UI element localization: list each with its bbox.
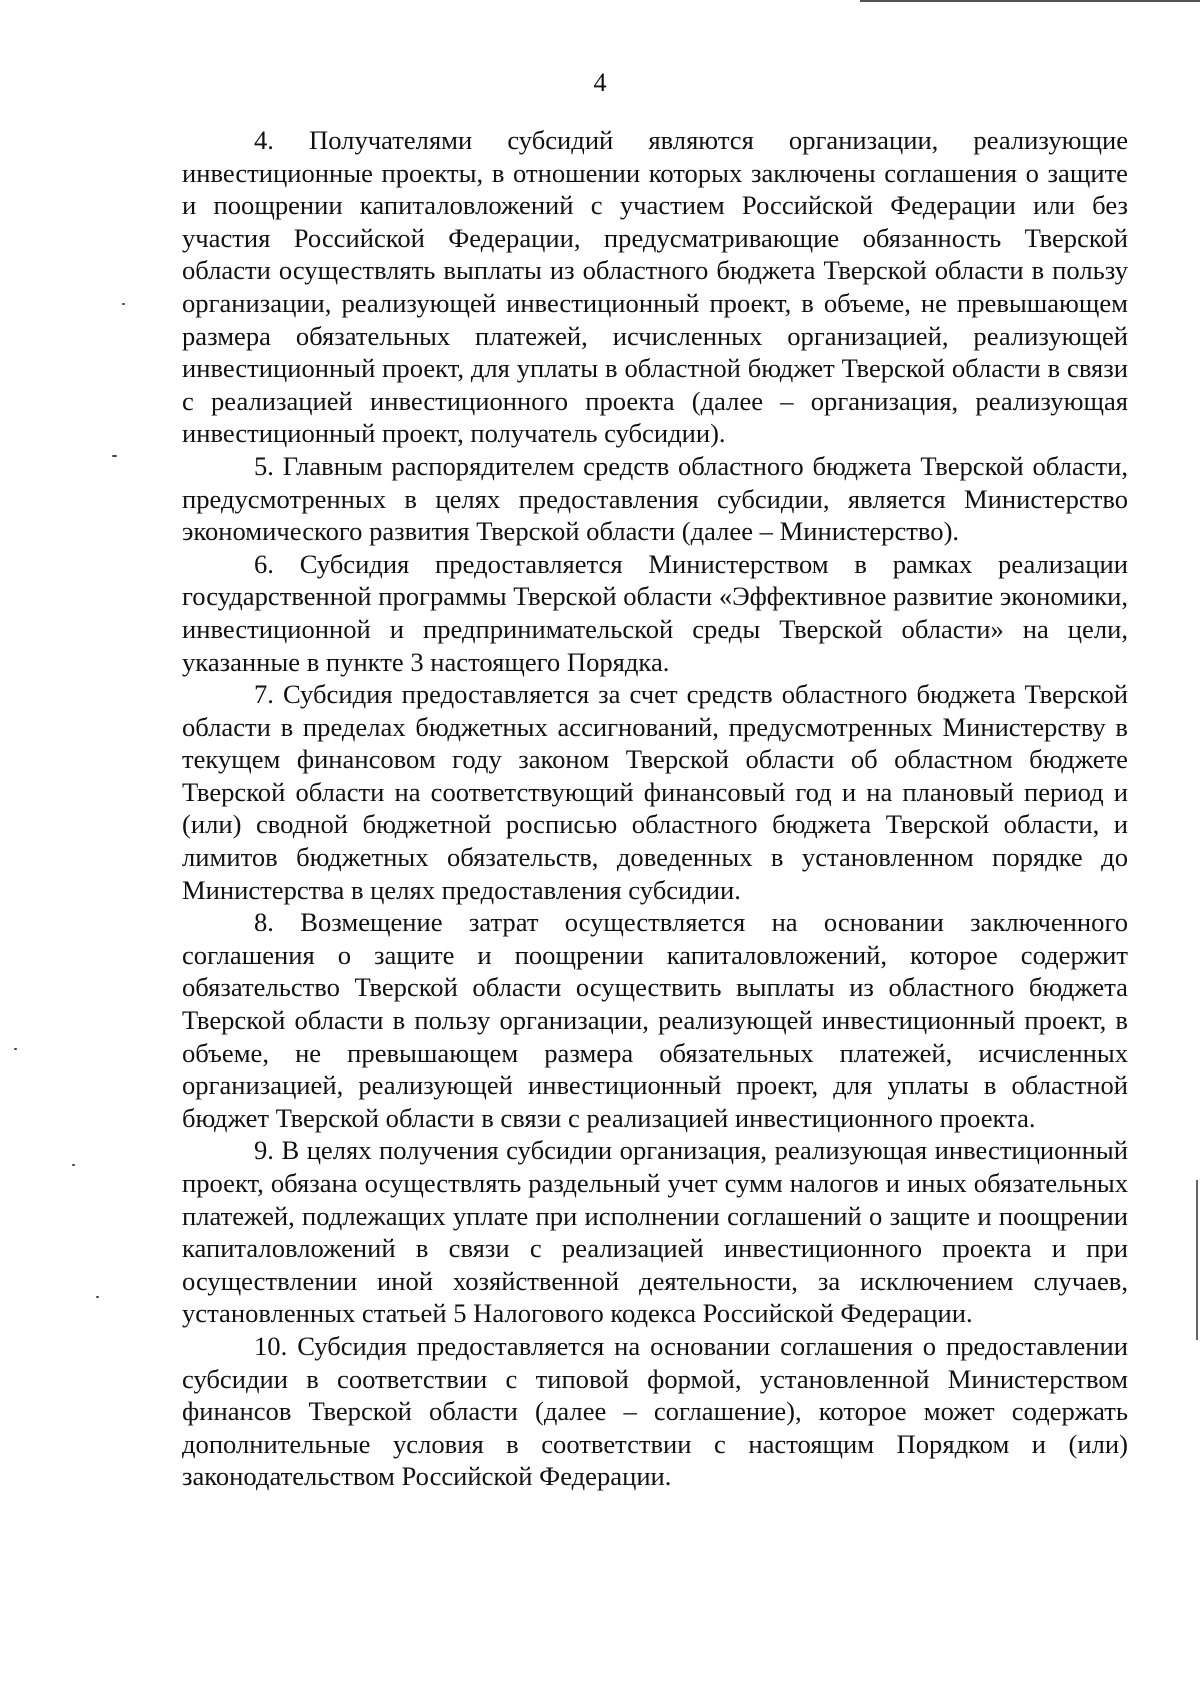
- scan-edge-line-right: [1196, 1180, 1198, 1340]
- paragraph-7: 7. Субсидия предоставляется за счет средств областного бюджета Тверской области в пределах бюджетных ассигнований, предусмотренных Министерству в текущем финансовом году законом Тверской области об областном бюджете Тверской области на соответствующий финансовый год и на плановый период и (или) сводной бюджетной росписью областного бюджета Тверской области, и лимитов бюджетных обязательств, доведенных в установленном порядке до Министерства в целях предоставления субсидии.: [182, 679, 1128, 905]
- scan-edge-line-top: [860, 0, 1200, 2]
- scan-speck: [122, 303, 125, 305]
- document-body: [182, 124, 1128, 1493]
- paragraph-10: 10. Субсидия предоставляется на основании соглашения о предоставлении субсидии в соответствии с типовой формой, установленной Министерством финансов Тверской области (далее – соглашение), которое может содержать дополнительные условия в соответствии с настоящим Порядком и (или) законодательством Российской Федерации.: [182, 1330, 1128, 1492]
- paragraph-5: 5. Главным распорядителем средств областного бюджета Тверской области, предусмотренных в целях предоставления субсидии, является Министерство экономического развития Тверской области (далее – Министерство).: [182, 450, 1128, 547]
- scan-speck: [96, 1296, 99, 1298]
- scan-speck: [112, 455, 117, 457]
- page-number: 4: [593, 68, 607, 97]
- scan-speck: [14, 1048, 17, 1050]
- paragraph-4: 4. Получателями субсидий являются организации, реализующие инвестиционные проекты, в отношении которых заключены соглашения о защите и поощрении капиталовложений с участием Российской Федерации или без участия Российской Федерации, предусматривающие обязанность Тверской области осуществлять выплаты из областного бюджета Тверской области в пользу организации, реализующей инвестиционный проект, в объеме, не превышающем размера обязательных платежей, исчисленных организацией, реализующей инвестиционный проект, для уплаты в областной бюджет Тверской области в связи с реализацией инвестиционного проекта (далее – организация, реализующая инвестиционный проект, получатель субсидии).: [182, 125, 1128, 449]
- scan-speck: [72, 1164, 75, 1166]
- paragraph-9: 9. В целях получения субсидии организация, реализующая инвестиционный проект, обязана осуществлять раздельный учет сумм налогов и иных обязательных платежей, подлежащих уплате при исполнении соглашений о защите и поощрении капиталовложений в связи с реализацией инвестиционного проекта и при осуществлении иной хозяйственной деятельности, за исключением случаев, установленных статьей 5 Налогового кодекса Российской Федерации.: [182, 1135, 1128, 1329]
- paragraph-6: 6. Субсидия предоставляется Министерством в рамках реализации государственной программы Тверской области «Эффективное развитие экономики, инвестиционной и предпринимательской среды Тверской области» на цели, указанные в пункте 3 настоящего Порядка.: [182, 548, 1128, 677]
- paragraph-8: 8. Возмещение затрат осуществляется на основании заключенного соглашения о защите и поощрении капиталовложений, которое содержит обязательство Тверской области осуществить выплаты из областного бюджета Тверской области в пользу организации, реализующей инвестиционный проект, в объеме, не превышающем размера обязательных платежей, исчисленных организацией, реализующей инвестиционный проект, для уплаты в областной бюджет Тверской области в связи с реализацией инвестиционного проекта.: [182, 907, 1128, 1133]
